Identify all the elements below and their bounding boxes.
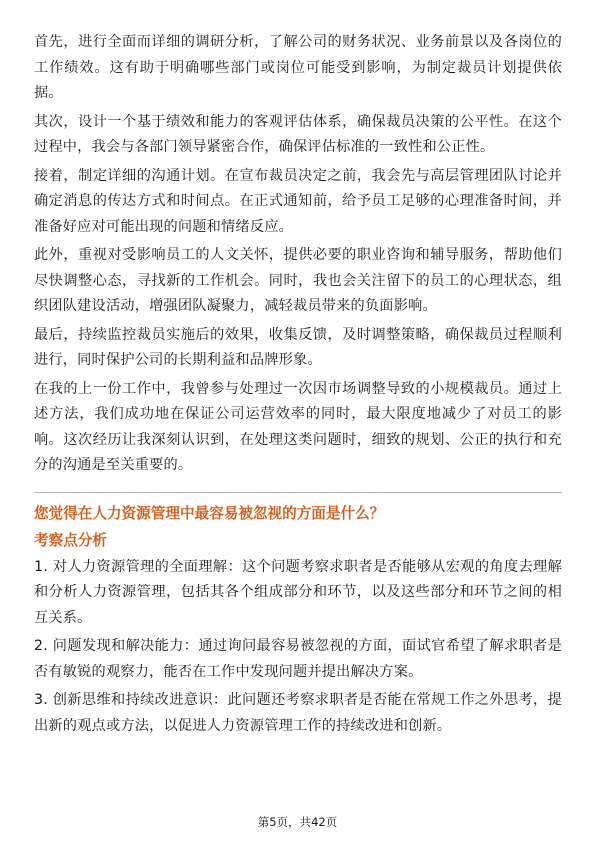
analysis-list <box>34 555 562 740</box>
answer-paragraph: 接着，制定详细的沟通计划。在宣布裁员决定之前，我会先与高层管理团队讨论并确定消息的传达方式和时间点。在正式通知前，给予员工足够的心理准备时间，并准备好应对可能出现的问题和情绪反应。 <box>34 167 562 235</box>
answer-body <box>34 30 562 479</box>
page-number: 第5页，共42页 <box>257 815 338 829</box>
answer-paragraph: 最后，持续监控裁员实施后的效果，收集反馈，及时调整策略，确保裁员过程顺利进行，同时保护公司的长期利益和品牌形象。 <box>34 326 562 368</box>
answer-paragraph: 在我的上一份工作中，我曾参与处理过一次因市场调整导致的小规模裁员。通过上述方法，我们成功地在保证公司运营效率的同时，最大限度地减少了对员工的影响。这次经历让我深刻认识到，在处理这类问题时，细致的规划、公正的执行和充分的沟通是至关重要的。 <box>34 380 562 473</box>
analysis-heading: 考察点分析 <box>34 531 107 549</box>
question-heading: 您觉得在人力资源管理中最容易被忽视的方面是什么？ <box>34 504 385 522</box>
answer-paragraph: 首先，进行全面而详细的调研分析，了解公司的财务状况、业务前景以及各岗位的工作绩效。这有助于明确哪些部门或岗位可能受到影响，为制定裁员计划提供依据。 <box>34 34 562 101</box>
answer-paragraph: 其次，设计一个基于绩效和能力的客观评估体系，确保裁员决策的公平性。在这个过程中，我会与各部门领导紧密合作，确保评估标准的一致性和公正性。 <box>34 113 562 155</box>
analysis-point: 2. 问题发现和解决能力：通过询问最容易被忽视的方面，面试官希望了解求职者是否有敏锐的观察力，能否在工作中发现问题并提出解决方案。 <box>34 638 562 680</box>
analysis-point: 3. 创新思维和持续改进意识：此问题还考察求职者是否能在常规工作之外思考，提出新的观点或方法，以促进人力资源管理工作的持续改进和创新。 <box>34 692 562 734</box>
section-divider <box>34 492 562 493</box>
analysis-point: 1. 对人力资源管理的全面理解：这个问题考察求职者是否能够从宏观的角度去理解和分析人力资源管理，包括其各个组成部分和环节，以及这些部分和环节之间的相互关系。 <box>34 558 562 626</box>
page-footer <box>0 815 595 829</box>
answer-paragraph: 此外，重视对受影响员工的人文关怀，提供必要的职业咨询和辅导服务，帮助他们尽快调整心态，寻找新的工作机会。同时，我也会关注留下的员工的心理状态，组织团队建设活动，增强团队凝聚力，减轻裁员带来的负面影响。 <box>34 247 562 314</box>
document-page <box>34 30 562 742</box>
